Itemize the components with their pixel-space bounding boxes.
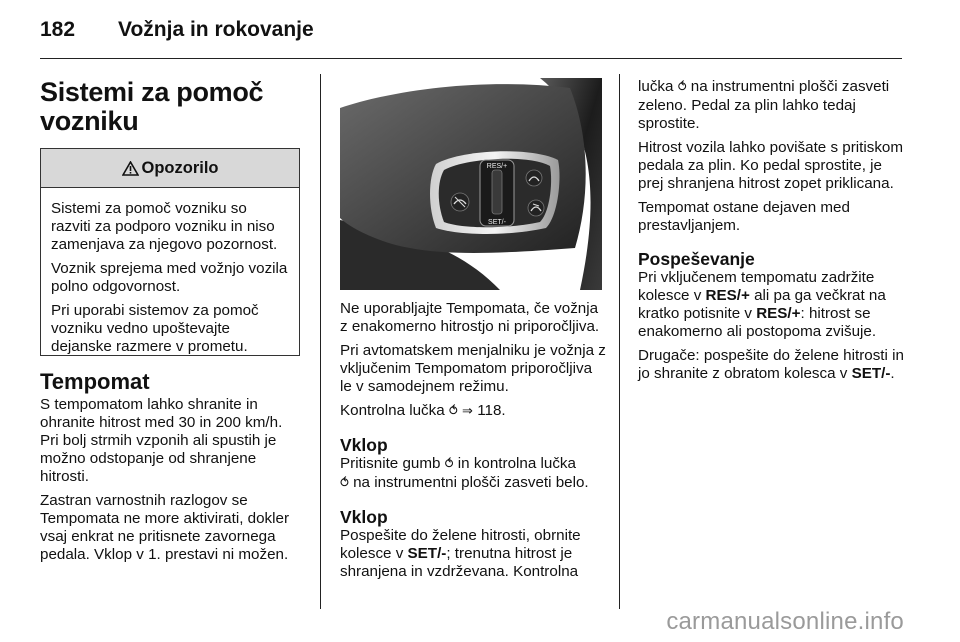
vklop-heading: Vklop — [340, 507, 388, 527]
column-divider — [619, 74, 620, 609]
cruise-control-icon: ⥀ — [677, 80, 687, 95]
tempomat-section — [40, 370, 304, 570]
warning-box — [40, 148, 300, 356]
page-header-title: Vožnja in rokovanje — [118, 18, 314, 41]
column-2-text — [340, 300, 606, 581]
column-3-text — [638, 78, 904, 383]
text-fragment: na instrumentni plošči zasveti belo. — [348, 474, 589, 491]
paragraph — [638, 269, 904, 341]
warning-title: Opozorilo — [141, 158, 219, 177]
header-rule — [40, 58, 902, 59]
steering-wheel-controls-image — [340, 78, 602, 290]
text-fragment: ali pa ga večkrat na kratko potisnite v — [638, 287, 886, 322]
bold-term: RES/+ — [756, 305, 801, 322]
paragraph: Ne uporabljajte Tempomata, če vožnja z enakomerno hitrostjo ni priporočljiva. — [340, 300, 600, 335]
paragraph: Tempomat ostane dejaven med prestavljanjem. — [638, 199, 850, 234]
watermark: carmanualsonline.info — [666, 608, 904, 635]
text-fragment: in kontrolna lučka — [453, 455, 576, 472]
paragraph — [340, 527, 606, 581]
text-fragment: Pritisnite gumb — [340, 455, 445, 472]
warning-triangle-icon — [122, 161, 139, 176]
paragraph — [638, 347, 904, 383]
text-fragment: Pospešite do želene hitrosti, obrnite kolesce v — [340, 527, 581, 562]
warning-paragraph: Sistemi za pomoč vozniku so razviti za podporo vozniku in niso zamenjava za njegovo pozornost. — [51, 200, 278, 253]
text-fragment: Kontrolna lučka — [340, 402, 449, 419]
text-fragment: Pri vključenem tempomatu zadržite kolesce v — [638, 269, 875, 304]
page-reference-link[interactable]: 118. — [477, 402, 506, 419]
page-number: 182 — [40, 18, 76, 41]
paragraph: Hitrost vozila lahko povišate s pritiskom pedala za plin. Ko pedal sprostite, je prej shranjena hitrost zopet priklicana. — [638, 139, 904, 192]
text-fragment: . — [890, 365, 895, 382]
tempomat-paragraph: Zastran varnostnih razlogov se Tempomata ne more aktivirati, dokler vsaj enkrat ne pritisnete zavornega pedala. Vklop v 1. prestavi ni možen. — [40, 492, 290, 563]
section-title-line: Sistemi za pomoč — [40, 77, 264, 107]
vklop-heading: Vklop — [340, 435, 388, 455]
section-title-block — [40, 78, 302, 136]
bold-term: RES/+ — [705, 287, 750, 304]
text-fragment: ; trenutna hitrost je shranjena in vzdrževana. Kontrolna — [340, 545, 579, 580]
res-label: RES/+ — [486, 163, 508, 170]
paragraph — [638, 78, 904, 133]
cruise-control-icon: ⥀ — [340, 476, 349, 491]
section-title-line: vozniku — [40, 106, 139, 136]
tempomat-paragraph: S tempomatom lahko shranite in ohranite hitrost med 30 in 200 km/h. Pri bolj strmih vzponih ali spustih je možno odstopanje od shranjene hitrosti. — [40, 396, 283, 485]
bold-term: SET/- — [407, 545, 447, 562]
paragraph — [340, 455, 606, 493]
cruise-control-icon: ⥀ — [448, 404, 458, 419]
page-reference-icon: ⇒ — [462, 404, 473, 419]
warning-body — [41, 188, 299, 356]
warning-paragraph: Pri uporabi sistemov za pomoč vozniku vedno upoštevajte dejanske razmere v prometu. — [51, 302, 259, 355]
text-fragment: na instrumentni plošči zasveti zeleno. Pedal za plin lahko tedaj sprostite. — [638, 78, 890, 132]
text-fragment: lučka — [638, 78, 678, 95]
bold-term: SET/- — [851, 365, 891, 382]
warning-header — [41, 149, 299, 188]
set-label: SET/- — [488, 219, 506, 226]
column-divider — [320, 74, 321, 609]
section-title — [40, 78, 302, 136]
tempomat-heading: Tempomat — [40, 369, 150, 394]
text-fragment: : hitrost se enakomerno ali postopoma zvišuje. — [638, 305, 877, 340]
warning-paragraph: Voznik sprejema med vožnjo vozila polno odgovornost. — [51, 260, 288, 295]
text-fragment: Drugače: pospešite do želene hitrosti in jo shranite z obratom kolesca v — [638, 347, 904, 382]
cruise-control-icon: ⥀ — [444, 457, 454, 472]
paragraph — [340, 402, 606, 421]
pospesevanje-heading: Pospeševanje — [638, 249, 755, 269]
paragraph: Pri avtomatskem menjalniku je vožnja z vključenim Tempomatom priporočljiva le v samodejnem režimu. — [340, 342, 606, 395]
